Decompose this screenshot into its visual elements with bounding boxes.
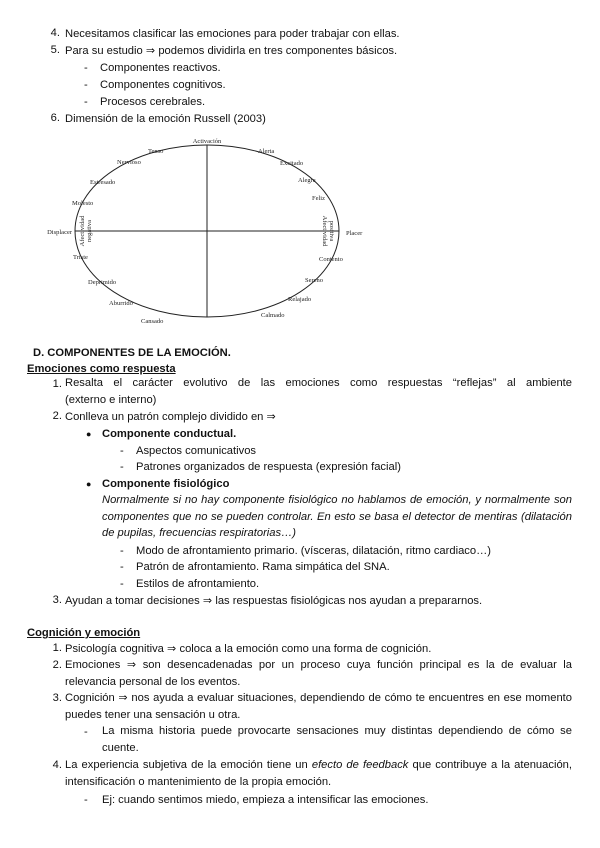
sub-item: Estilos de afrontamiento. xyxy=(136,578,260,590)
list-item-text-cont: (externo e interno) xyxy=(65,394,157,406)
bullet-dot: ● xyxy=(86,479,92,489)
list-item-text: Ayudan a tomar decisiones ⇒ las respuestas fisiológicas nos ayudan a prepararnos. xyxy=(65,595,483,607)
component-description: Normalmente si no hay componente fisiológico no hablamos de emoción, y normalmente son componentes que no se pueden controlar. En esto se basa el detector de mentiras (dilatación de pupilas, frecuencias respiratorias…) xyxy=(102,494,572,539)
list-number: 2. xyxy=(52,659,62,671)
sub-item: Aspectos comunicativos xyxy=(136,445,257,457)
emotion-estresado: Estresado xyxy=(90,179,116,186)
emotion-alerta: Alerta xyxy=(258,148,275,155)
list-item-text: Emociones ⇒ son desencadenadas por un proceso cuya función principal es la de evaluar la relevancia personal de los eventos. xyxy=(65,659,572,688)
item4-text-post: que contribuye a la atenuación, intensificación o mantenimiento de la propia emoción. xyxy=(65,759,572,788)
component-title: Componente fisiológico xyxy=(102,478,230,490)
emotion-relajado: Relajado xyxy=(288,296,312,303)
list-item-text: Conlleva un patrón complejo dividido en ⇒ xyxy=(65,411,276,423)
list-number: 2. xyxy=(52,410,62,422)
emotion-feliz: Feliz xyxy=(312,195,325,202)
dash-bullet: - xyxy=(120,578,124,590)
section-subtitle: Emociones como respuesta xyxy=(27,363,176,375)
list-number: 3. xyxy=(52,692,62,704)
emotion-tenso: Tenso xyxy=(148,148,164,155)
section-title: D. COMPONENTES DE LA EMOCIÓN. xyxy=(33,347,231,359)
emotion-deprimido: Deprimido xyxy=(88,279,117,286)
item4-text-emphasis: efecto de feedback xyxy=(311,759,409,771)
dash-bullet: - xyxy=(84,62,88,74)
dash-bullet: - xyxy=(120,445,124,457)
label-afectividad-negativa-1: Afectividad xyxy=(79,215,86,247)
emotion-molesto: Molesto xyxy=(72,200,94,207)
emotion-cansado: Cansado xyxy=(141,318,164,325)
list-item: Para su estudio ⇒ podemos dividirla en tres componentes básicos. xyxy=(65,45,398,57)
emotion-alegre: Alegre xyxy=(298,177,316,184)
sub-item: La misma historia puede provocarte sensaciones muy distintas dependiendo de cómo se cuente. xyxy=(102,725,572,754)
bullet-dot: ● xyxy=(86,429,92,439)
list-number: 4. xyxy=(52,759,62,771)
list-item-text: Resalta el carácter evolutivo de las emociones como respuestas “reflejas” al ambiente xyxy=(65,377,572,389)
item4-text-pre: La experiencia subjetiva de la emoción tiene un xyxy=(65,759,312,771)
sub-item: Patrones organizados de respuesta (expresión facial) xyxy=(136,461,401,473)
dash-bullet: - xyxy=(120,461,124,473)
dash-bullet: - xyxy=(120,561,124,573)
emotion-sereno: Sereno xyxy=(305,277,324,284)
list-item-text xyxy=(65,757,572,790)
component-item: Componentes reactivos. xyxy=(100,62,221,74)
component-item: Procesos cerebrales. xyxy=(100,96,206,108)
dash-bullet: - xyxy=(120,545,124,557)
list-item-text: Psicología cognitiva ⇒ coloca a la emoción como una forma de cognición. xyxy=(65,643,432,655)
list-item: Necesitamos clasificar las emociones para poder trabajar con ellas. xyxy=(65,28,400,40)
emotion-triste: Triste xyxy=(73,254,88,261)
emotion-nervioso: Nervioso xyxy=(117,159,141,166)
emotion-contento: Contento xyxy=(319,256,343,263)
component-title: Componente conductual. xyxy=(102,428,237,440)
russell-circumplex-diagram xyxy=(30,134,380,330)
dash-bullet: - xyxy=(84,794,88,806)
section-subtitle: Cognición y emoción xyxy=(27,627,141,639)
label-afectividad-positiva-1: Afectividad xyxy=(321,215,328,247)
dash-bullet: - xyxy=(84,96,88,108)
dash-bullet: - xyxy=(84,79,88,91)
list-number: 4. xyxy=(50,27,60,39)
list-item: Dimensión de la emoción Russell (2003) xyxy=(65,113,266,125)
list-number: 6. xyxy=(50,112,60,124)
emotion-aburrido: Aburrido xyxy=(109,300,133,307)
label-activacion: Activación xyxy=(192,138,222,145)
sub-item: Patrón de afrontamiento. Rama simpática del SNA. xyxy=(136,561,390,573)
list-number: 5. xyxy=(50,44,60,56)
sub-item: Ej: cuando sentimos miedo, empieza a intensificar las emociones. xyxy=(102,794,429,806)
sub-item: Modo de afrontamiento primario. (vísceras, dilatación, ritmo cardiaco…) xyxy=(136,545,492,557)
component-item: Componentes cognitivos. xyxy=(100,79,226,91)
list-item-text: Cognición ⇒ nos ayuda a evaluar situaciones, dependiendo de cómo te encuentres en ese momento puedes tener una sensación u otra. xyxy=(65,692,572,721)
label-afectividad-positiva-2: positiva xyxy=(328,220,335,242)
emotion-calmado: Calmado xyxy=(261,312,285,319)
list-number: 1. xyxy=(52,642,62,654)
emotion-excitado: Excitado xyxy=(280,160,304,167)
list-number: 1. xyxy=(52,378,62,390)
list-number: 3. xyxy=(52,594,62,606)
label-afectividad-negativa-2: negativa xyxy=(86,219,93,243)
dash-bullet: - xyxy=(84,726,88,738)
label-placer: Placer xyxy=(346,230,363,237)
label-displacer: Displacer xyxy=(47,229,72,236)
